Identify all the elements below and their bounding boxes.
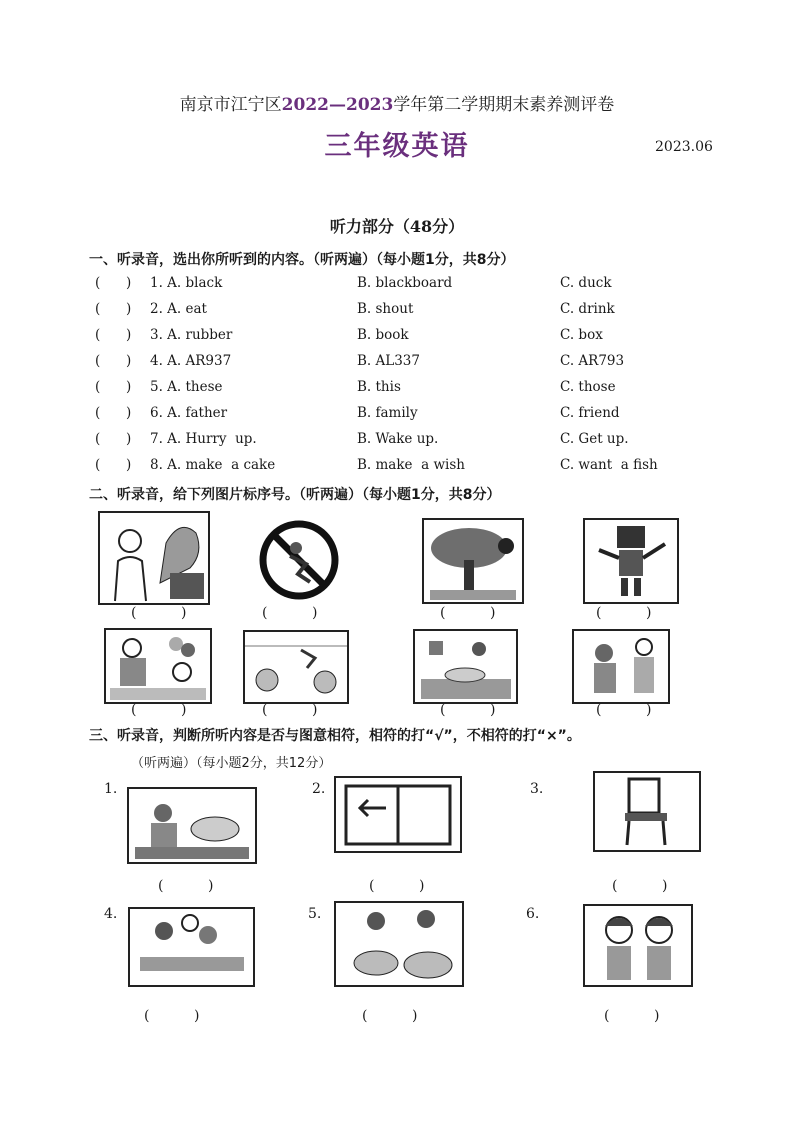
answer-blank[interactable]: ( ) (440, 605, 496, 621)
picture-grandpa-and-balloons (104, 628, 212, 704)
option-a: 5. A. these (150, 379, 223, 395)
option-a: 1. A. black (150, 275, 223, 291)
answer-blank[interactable]: ( ) (158, 878, 214, 894)
picture-robot (583, 518, 679, 604)
answer-blank[interactable]: ( ) (440, 702, 496, 718)
question-row (0, 379, 794, 401)
question-row (0, 431, 794, 453)
item-number: 5. (308, 906, 322, 922)
option-a: 3. A. rubber (150, 327, 233, 343)
exam-header (0, 90, 794, 115)
answer-blank[interactable]: ( ) (131, 605, 187, 621)
picture-chair (593, 771, 701, 852)
part3-subheading: （听两遍）（每小题2分，共12分） (131, 756, 332, 771)
answer-blank[interactable]: ( ) (369, 878, 425, 894)
question-row (0, 405, 794, 427)
answer-blank[interactable]: ( ) (144, 1008, 200, 1024)
answer-blank[interactable]: ( ) (612, 878, 668, 894)
page-title: 三年级英语 (324, 131, 470, 162)
header-years: 2022—2023 (281, 95, 394, 115)
option-c: C. want a fish (560, 457, 658, 473)
question-row (0, 353, 794, 375)
option-b: B. this (357, 379, 401, 395)
answer-blank[interactable]: ( ) (95, 379, 132, 395)
option-a: 6. A. father (150, 405, 228, 421)
option-a: 2. A. eat (150, 301, 207, 317)
section-title: 听力部分（48分） (329, 217, 465, 236)
question-row (0, 275, 794, 297)
item-number: 4. (104, 906, 118, 922)
answer-blank[interactable]: ( ) (604, 1008, 660, 1024)
answer-blank[interactable]: ( ) (262, 702, 318, 718)
option-b: B. shout (357, 301, 414, 317)
picture-window (334, 776, 462, 853)
answer-blank[interactable]: ( ) (596, 605, 652, 621)
answer-blank[interactable]: ( ) (95, 353, 132, 369)
option-b: B. book (357, 327, 409, 343)
item-number: 2. (312, 781, 326, 797)
item-number: 1. (104, 781, 118, 797)
option-b: B. blackboard (357, 275, 453, 291)
answer-blank[interactable]: ( ) (596, 702, 652, 718)
picture-family-table (128, 907, 255, 987)
picture-children-park (243, 630, 349, 704)
part1-heading: 一、听录音，选出你所听到的内容。（听两遍）（每小题1分，共8分） (89, 252, 515, 268)
option-c: C. duck (560, 275, 612, 291)
picture-man-with-tree (98, 511, 210, 605)
picture-children-animals (334, 901, 464, 987)
option-a: 7. A. Hurry up. (150, 431, 257, 447)
option-c: C. Get up. (560, 431, 629, 447)
question-row (0, 457, 794, 479)
question-row (0, 327, 794, 349)
option-c: C. box (560, 327, 603, 343)
exam-date: 2023.06 (655, 139, 713, 155)
answer-blank[interactable]: ( ) (95, 431, 132, 447)
answer-blank[interactable]: ( ) (95, 327, 132, 343)
picture-tree-bird (422, 518, 524, 604)
answer-blank[interactable]: ( ) (362, 1008, 418, 1024)
option-b: B. Wake up. (357, 431, 439, 447)
answer-blank[interactable]: ( ) (95, 301, 132, 317)
option-b: B. family (357, 405, 418, 421)
picture-two-girls (583, 904, 693, 987)
header-suffix: 学年第二学期期末素养测评卷 (393, 95, 615, 115)
item-number: 3. (530, 781, 544, 797)
option-a: 4. A. AR937 (150, 353, 232, 369)
option-b: B. AL337 (357, 353, 420, 369)
option-b: B. make a wish (357, 457, 465, 473)
picture-two-people-bed (127, 787, 257, 864)
option-c: C. AR793 (560, 353, 625, 369)
answer-blank[interactable]: ( ) (262, 605, 318, 621)
option-c: C. friend (560, 405, 620, 421)
question-row (0, 301, 794, 323)
part2-heading: 二、听录音，给下列图片标序号。（听两遍）（每小题1分，共8分） (89, 487, 501, 503)
picture-birthday-party (413, 629, 518, 704)
picture-no-running-sign (250, 520, 348, 600)
option-c: C. drink (560, 301, 615, 317)
picture-mother-and-child (572, 629, 670, 704)
answer-blank[interactable]: ( ) (95, 457, 132, 473)
answer-blank[interactable]: ( ) (95, 405, 132, 421)
item-number: 6. (526, 906, 540, 922)
part3-heading: 三、听录音，判断所听内容是否与图意相符，相符的打“√”，不相符的打“×”。 (89, 728, 581, 744)
header-prefix: 南京市江宁区 (179, 95, 282, 115)
answer-blank[interactable]: ( ) (131, 702, 187, 718)
answer-blank[interactable]: ( ) (95, 275, 132, 291)
option-c: C. those (560, 379, 616, 395)
option-a: 8. A. make a cake (150, 457, 276, 473)
